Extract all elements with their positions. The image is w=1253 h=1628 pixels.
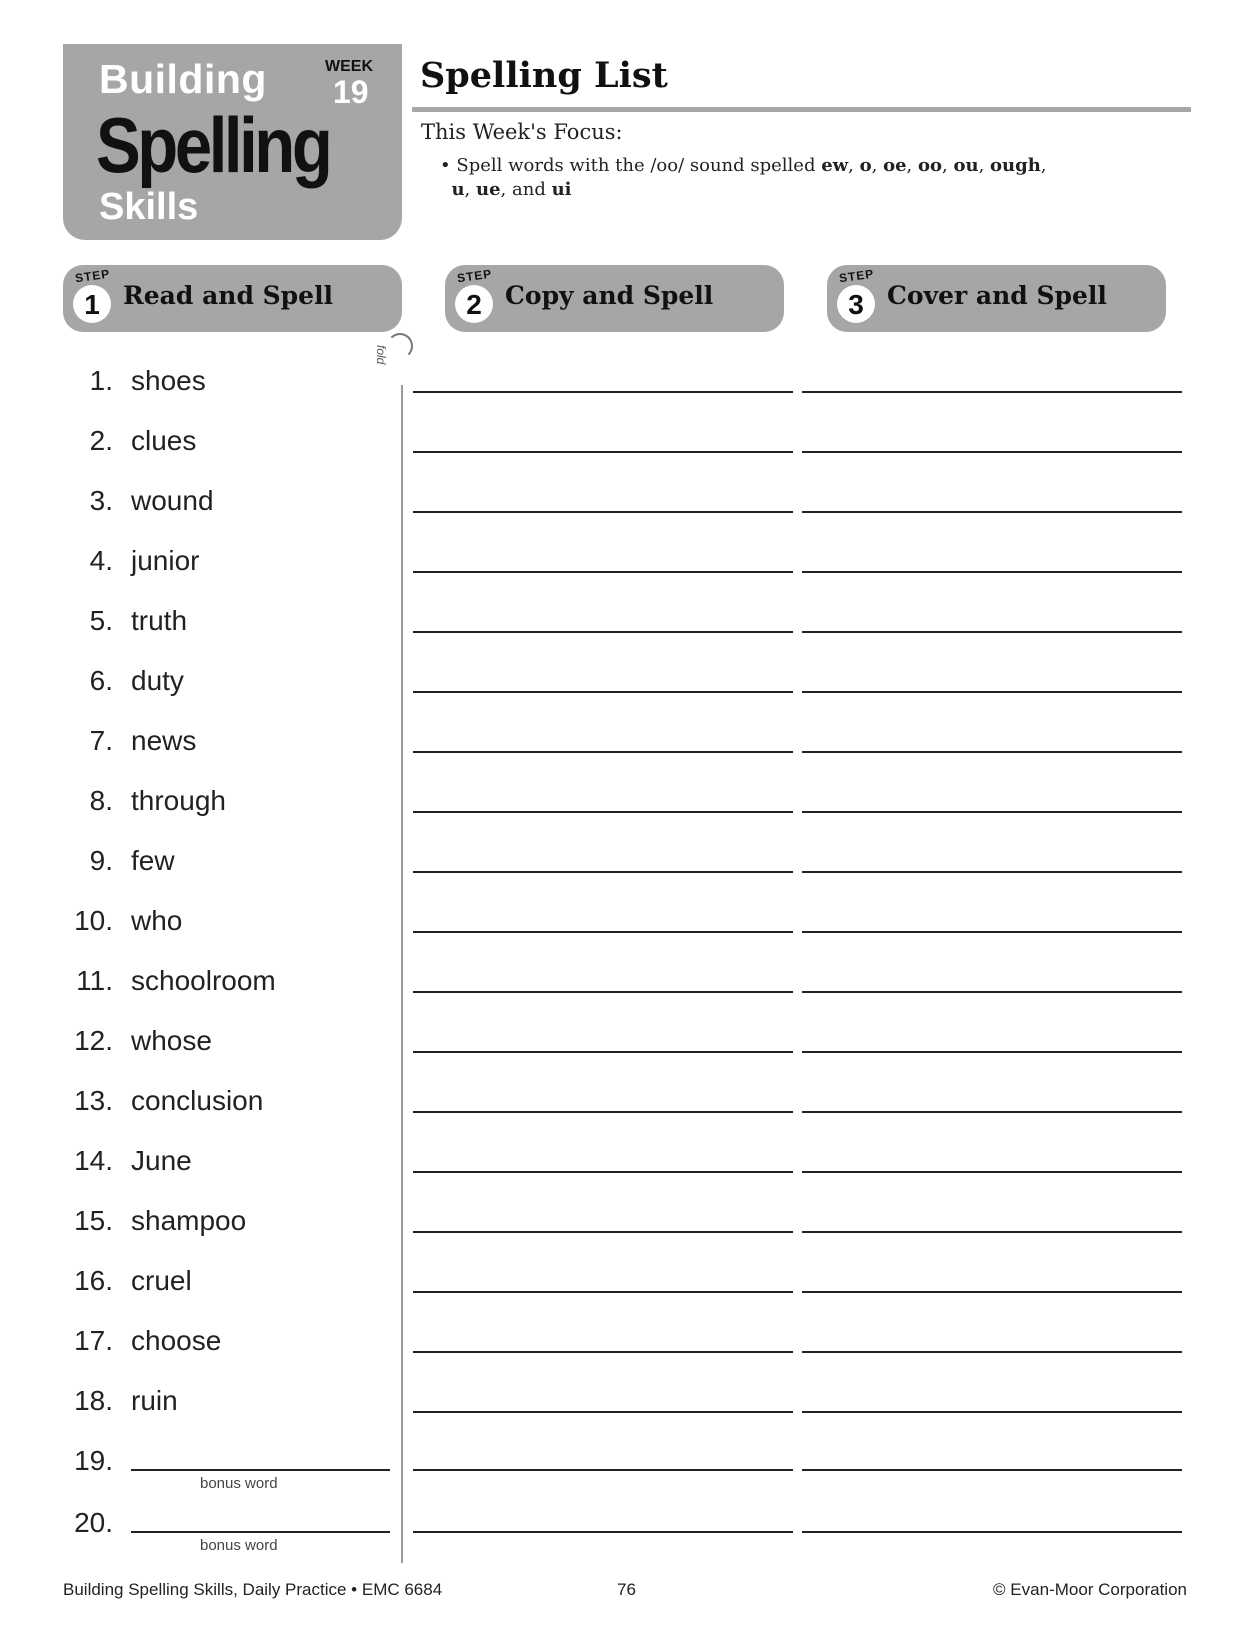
step-number-badge: 1 (73, 285, 111, 323)
word-row (0, 1385, 1253, 1445)
spelling-pattern: oe (883, 155, 907, 176)
spelling-word: ruin (131, 1385, 178, 1416)
spelling-word: news (131, 725, 197, 756)
copy-line[interactable] (413, 1531, 793, 1533)
word-number: 15. (74, 1205, 113, 1236)
copy-line[interactable] (413, 1231, 793, 1233)
copy-line[interactable] (413, 1411, 793, 1413)
spelling-pattern: ew (821, 155, 849, 176)
copy-line[interactable] (413, 691, 793, 693)
spelling-word: few (131, 845, 175, 876)
footer-source: Building Spelling Skills, Daily Practice • EMC 6684 (63, 1580, 443, 1599)
word-row (0, 1085, 1253, 1145)
word-number: 19. (74, 1445, 113, 1476)
step-1-header (63, 265, 402, 332)
word-row (0, 365, 1253, 425)
spelling-word: clues (131, 425, 197, 456)
spelling-word: whose (131, 1025, 212, 1056)
word-row (0, 425, 1253, 485)
copy-line[interactable] (413, 571, 793, 573)
word-number: 14. (74, 1145, 113, 1176)
cover-line[interactable] (802, 991, 1182, 993)
cover-line[interactable] (802, 1531, 1182, 1533)
footer-copyright: © Evan-Moor Corporation (993, 1580, 1187, 1599)
logo-building-text: Building (99, 56, 267, 102)
word-number: 3. (89, 485, 113, 516)
step-number-badge: 3 (837, 285, 875, 323)
word-row (0, 1025, 1253, 1085)
copy-line[interactable] (413, 1469, 793, 1471)
cover-line[interactable] (802, 931, 1182, 933)
page-title: Spelling List (420, 55, 668, 96)
spelling-pattern: oo (918, 155, 943, 176)
cover-line[interactable] (802, 1411, 1182, 1413)
cover-line[interactable] (802, 871, 1182, 873)
step-title: Read and Spell (123, 281, 334, 310)
step-2-header (445, 265, 784, 332)
spelling-word: who (131, 905, 183, 936)
spelling-word: junior (131, 545, 200, 576)
step-3-header (827, 265, 1166, 332)
word-row (0, 905, 1253, 965)
copy-line[interactable] (413, 451, 793, 453)
word-number: 4. (89, 545, 113, 576)
cover-line[interactable] (802, 1231, 1182, 1233)
word-row (0, 545, 1253, 605)
step-label: STEP (838, 266, 876, 286)
word-number: 10. (74, 905, 113, 936)
spelling-pattern: ough (990, 155, 1041, 176)
copy-line[interactable] (413, 1051, 793, 1053)
copy-line[interactable] (413, 931, 793, 933)
step-title: Copy and Spell (505, 281, 714, 310)
word-number: 12. (74, 1025, 113, 1056)
bonus-word-line[interactable] (131, 1531, 390, 1533)
logo-skills-text: Skills (99, 186, 199, 228)
cover-line[interactable] (802, 1469, 1182, 1471)
word-row (0, 485, 1253, 545)
title-divider (412, 107, 1191, 112)
word-number: 9. (89, 845, 113, 876)
cover-line[interactable] (802, 751, 1182, 753)
copy-line[interactable] (413, 631, 793, 633)
word-row (0, 965, 1253, 1025)
spelling-word: shoes (131, 365, 206, 396)
spelling-pattern: o (859, 155, 872, 176)
week-number: 19 (333, 74, 369, 110)
word-number: 8. (89, 785, 113, 816)
word-number: 18. (74, 1385, 113, 1416)
cover-line[interactable] (802, 691, 1182, 693)
spelling-word: wound (131, 485, 214, 516)
word-number: 17. (74, 1325, 113, 1356)
word-number: 6. (89, 665, 113, 696)
word-number: 13. (74, 1085, 113, 1116)
fold-curl-icon (387, 333, 413, 359)
word-number: 20. (74, 1507, 113, 1538)
word-row (0, 725, 1253, 785)
word-number: 2. (89, 425, 113, 456)
cover-line[interactable] (802, 391, 1182, 393)
copy-line[interactable] (413, 871, 793, 873)
word-row (0, 605, 1253, 665)
copy-line[interactable] (413, 1111, 793, 1113)
spelling-pattern: ou (953, 155, 979, 176)
copy-line[interactable] (413, 811, 793, 813)
word-row (0, 1205, 1253, 1265)
copy-line[interactable] (413, 511, 793, 513)
bonus-word-label: bonus word (200, 1475, 278, 1492)
step-number-badge: 2 (455, 285, 493, 323)
cover-line[interactable] (802, 511, 1182, 513)
spelling-word: through (131, 785, 226, 816)
logo-spelling-text: Spelling (96, 101, 330, 189)
copy-line[interactable] (413, 751, 793, 753)
series-logo (63, 44, 402, 240)
spelling-pattern: u (451, 179, 465, 200)
spelling-word: cruel (131, 1265, 192, 1296)
copy-line[interactable] (413, 1171, 793, 1173)
spelling-pattern: ui (551, 179, 572, 200)
and-word: and (512, 179, 546, 200)
spelling-pattern: ue (476, 179, 501, 200)
spelling-word: schoolroom (131, 965, 276, 996)
cover-line[interactable] (802, 1171, 1182, 1173)
cover-line[interactable] (802, 1291, 1182, 1293)
word-number: 7. (89, 725, 113, 756)
cover-line[interactable] (802, 451, 1182, 453)
week-label: WEEK (325, 58, 373, 75)
copy-line[interactable] (413, 1291, 793, 1293)
spelling-word: shampoo (131, 1205, 247, 1236)
bonus-word-row (0, 1445, 1253, 1515)
word-number: 16. (74, 1265, 113, 1296)
bonus-word-label: bonus word (200, 1537, 278, 1554)
cover-line[interactable] (802, 631, 1182, 633)
spelling-word: choose (131, 1325, 222, 1356)
bonus-word-row (0, 1507, 1253, 1577)
word-number: 5. (89, 605, 113, 636)
page-number: 76 (617, 1580, 636, 1599)
word-row (0, 785, 1253, 845)
fold-label: fold (374, 345, 388, 365)
spelling-word: June (131, 1145, 192, 1176)
spelling-word: conclusion (131, 1085, 264, 1116)
cover-line[interactable] (802, 811, 1182, 813)
cover-line[interactable] (802, 1351, 1182, 1353)
word-row (0, 1145, 1253, 1205)
focus-heading: This Week's Focus: (421, 120, 623, 144)
cover-line[interactable] (802, 571, 1182, 573)
focus-text: Spell words with the /oo/ sound spelled (456, 155, 822, 176)
copy-line[interactable] (413, 991, 793, 993)
spelling-word: truth (131, 605, 188, 636)
cover-line[interactable] (802, 1111, 1182, 1113)
word-row (0, 665, 1253, 725)
word-row (0, 1325, 1253, 1385)
step-label: STEP (74, 266, 112, 286)
spelling-word: duty (131, 665, 184, 696)
bonus-word-line[interactable] (131, 1469, 390, 1471)
step-label: STEP (456, 266, 494, 286)
cover-line[interactable] (802, 1051, 1182, 1053)
word-number: 1. (89, 365, 113, 396)
step-title: Cover and Spell (887, 281, 1107, 310)
copy-line[interactable] (413, 391, 793, 393)
word-row (0, 845, 1253, 905)
focus-bullet-item: • Spell words with the /oo/ sound spelled ew, o, oe, oo, ou, ough, u, ue, and ui (440, 155, 1047, 200)
word-row (0, 1265, 1253, 1325)
word-number: 11. (76, 965, 113, 996)
copy-line[interactable] (413, 1351, 793, 1353)
bullet-icon: • (440, 155, 451, 176)
